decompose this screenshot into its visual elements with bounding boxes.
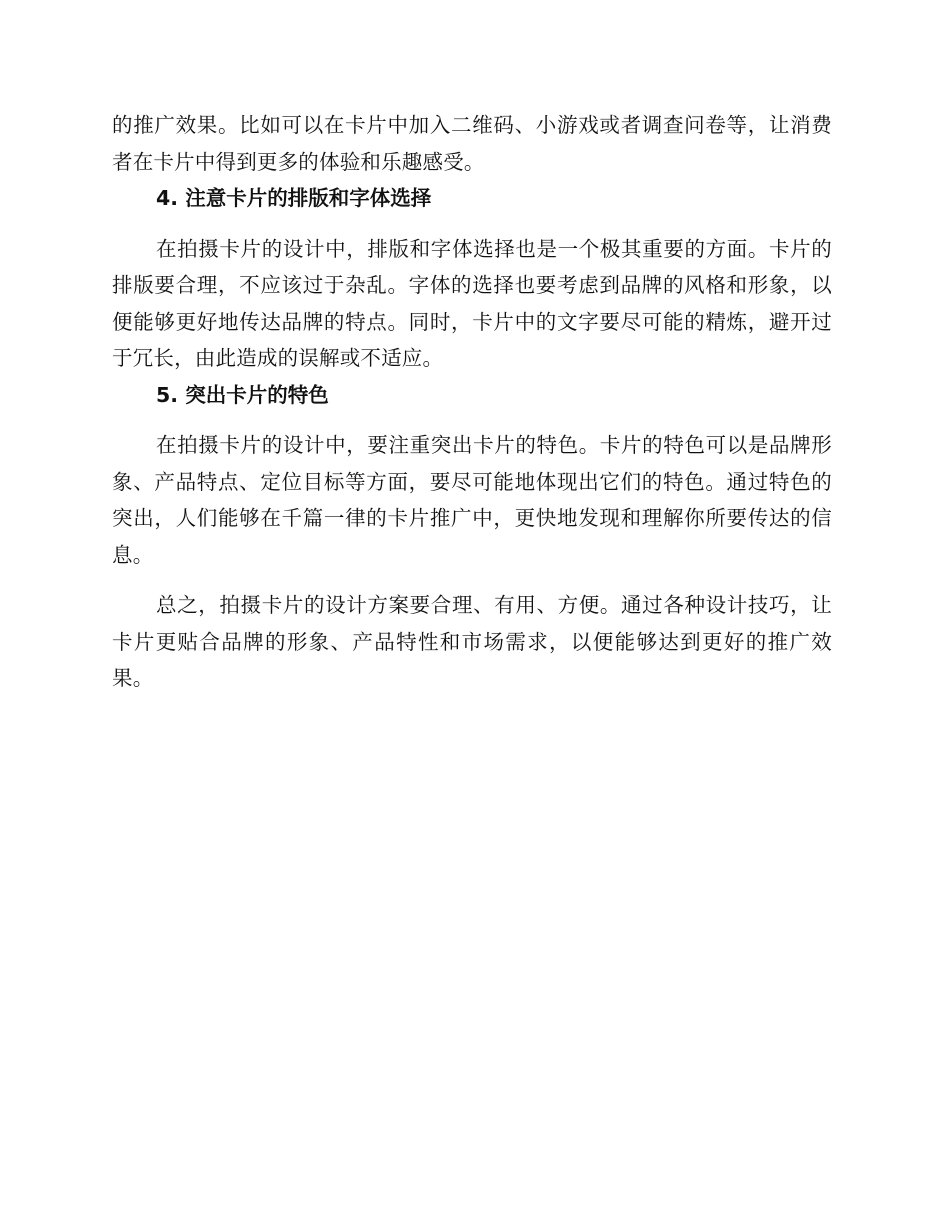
conclusion-paragraph: 总之，拍摄卡片的设计方案要合理、有用、方便。通过各种设计技巧，让卡片更贴合品牌的形象、产品特性和市场需求，以便能够达到更好的推广效果。: [112, 593, 832, 690]
intro-paragraph: 的推广效果。比如可以在卡片中加入二维码、小游戏或者调查问卷等，让消费者在卡片中得到更多的体验和乐趣感受。: [112, 113, 832, 174]
section-5-paragraph: 在拍摄卡片的设计中，要注重突出卡片的特色。卡片的特色可以是品牌形象、产品特点、定位目标等方面，要尽可能地体现出它们的特色。通过特色的突出，人们能够在千篇一律的卡片推广中，更快地发现和理解你所要传达的信息。: [112, 433, 832, 567]
section-4-paragraph: 在拍摄卡片的设计中，排版和字体选择也是一个极其重要的方面。卡片的排版要合理，不应该过于杂乱。字体的选择也要考虑到品牌的风格和形象，以便能够更好地传达品牌的特点。同时，卡片中的文字要尽可能的精炼，避开过于冗长，由此造成的误解或不适应。: [112, 236, 832, 370]
document-page: [112, 107, 832, 697]
section-5-heading: 5. 突出卡片的特色: [156, 382, 329, 407]
section-4-heading: 4. 注意卡片的排版和字体选择: [156, 186, 432, 210]
